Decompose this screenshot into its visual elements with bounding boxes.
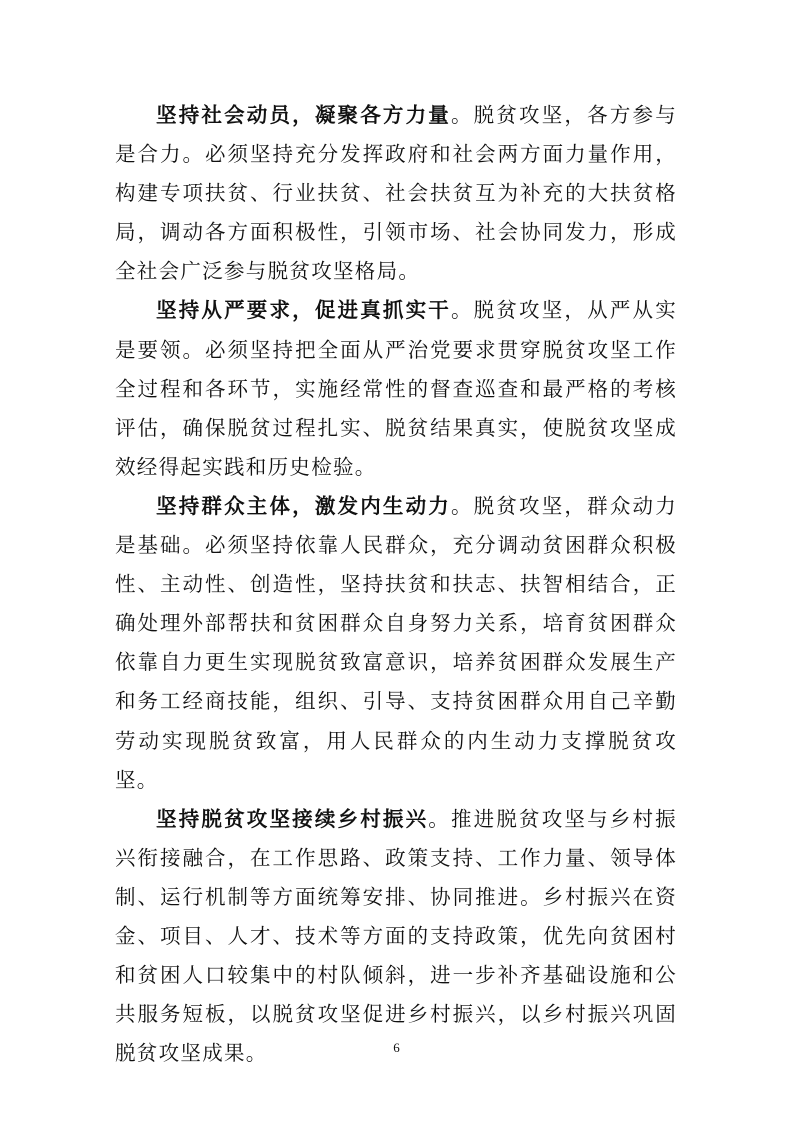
paragraph-text: 。脱贫攻坚，群众动力是基础。必须坚持依靠人民群众，充分调动贫困群众积极性、主动性、创造性，坚持扶贫和扶志、扶智相结合，正确处理外部帮扶和贫困群众自身努力关系，培育贫困群众依靠自力更生实现脱贫致富意识，培养贫困群众发展生产和务工经商技能，组织、引导、支持贫困群众用自己辛勤劳动实现脱贫致富，用人民群众的内生动力支撑脱贫攻坚。 (115, 493, 677, 792)
paragraph-lead: 坚持社会动员，凝聚各方力量 (156, 103, 451, 127)
page-number: 6 (393, 1040, 400, 1055)
paragraph-text: 。脱贫攻坚，各方参与是合力。必须坚持充分发挥政府和社会两方面力量作用，构建专项扶贫、行业扶贫、社会扶贫互为补充的大扶贫格局，调动各方面积极性，引领市场、社会协同发力，形成全社会广泛参与脱贫攻坚格局。 (115, 103, 677, 284)
paragraph-rural-revitalization (115, 800, 677, 1074)
paragraph-text: 。推进脱贫攻坚与乡村振兴衔接融合，在工作思路、政策支持、工作力量、领导体制、运行机制等方面统筹安排、协同推进。乡村振兴在资金、项目、人才、技术等方面的支持政策，优先向贫困村和贫困人口较集中的村队倾斜，进一步补齐基础设施和公共服务短板，以脱贫攻坚促进乡村振兴，以乡村振兴巩固脱贫攻坚成果。 (115, 806, 677, 1066)
paragraph-social-mobilization (115, 96, 677, 291)
paragraph-text: 。脱贫攻坚，从严从实是要领。必须坚持把全面从严治党要求贯穿脱贫攻坚工作全过程和各环节，实施经常性的督查巡查和最严格的考核评估，确保脱贫过程扎实、脱贫结果真实，使脱贫攻坚成效经得起实践和历史检验。 (115, 298, 677, 479)
paragraph-strict-requirements (115, 291, 677, 486)
paragraph-mass-subject (115, 487, 677, 800)
paragraph-lead: 坚持群众主体，激发内生动力 (156, 493, 451, 518)
paragraph-lead: 坚持脱贫攻坚接续乡村振兴 (156, 806, 429, 831)
paragraph-lead: 坚持从严要求，促进真抓实干 (156, 298, 451, 323)
document-body (115, 96, 677, 1073)
